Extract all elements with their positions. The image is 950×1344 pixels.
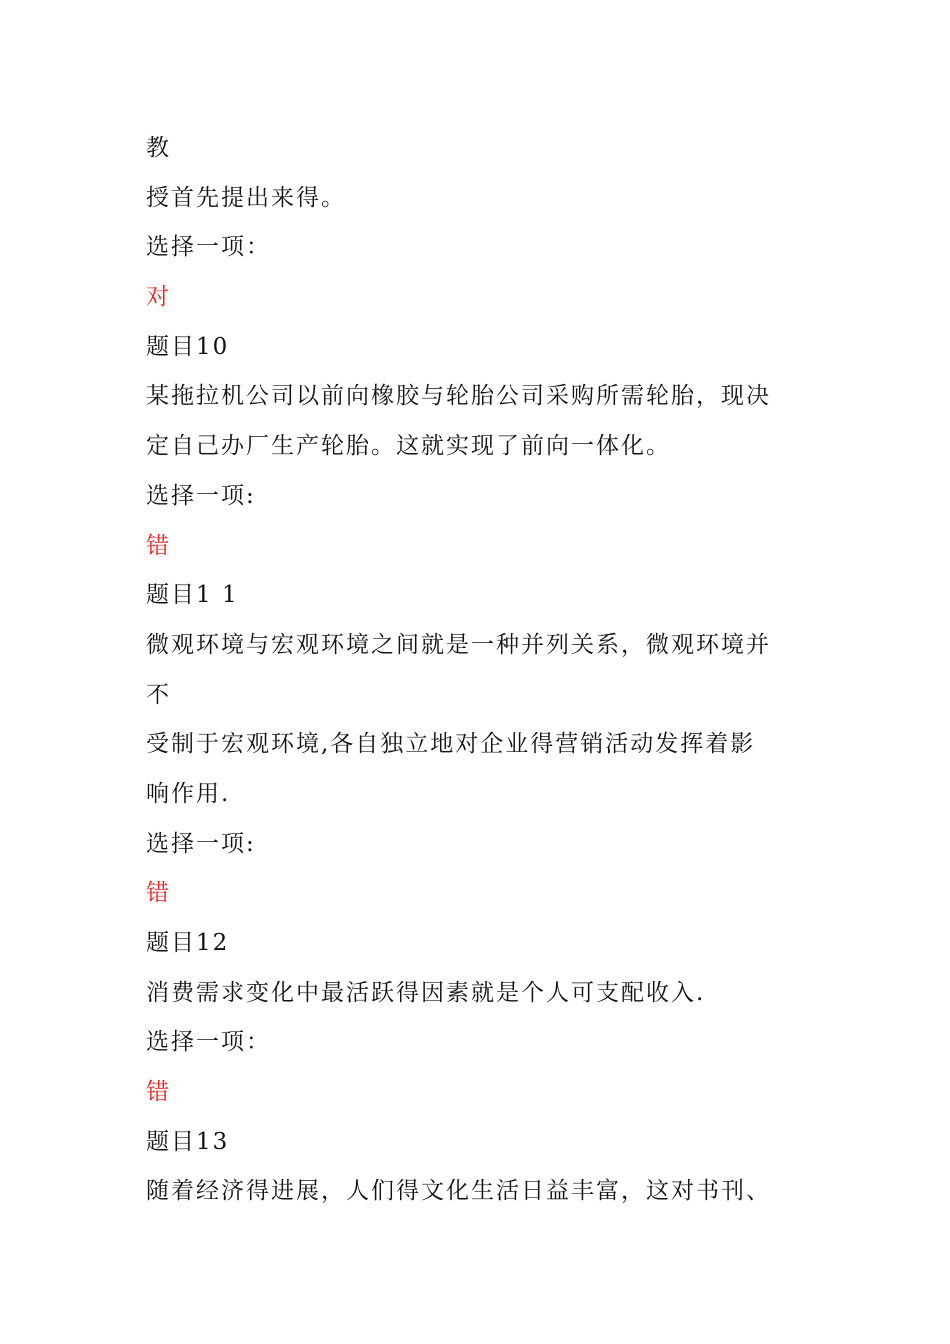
question-heading: 题目12 [146,930,230,956]
answer-label: 对 [146,284,171,311]
text-line: 教 [146,135,171,161]
choice-prompt: 选择一项： [146,234,271,261]
document-body [146,124,826,1217]
question-text: 定自己办厂生产轮胎。这就实现了前向一体化。 [146,433,671,460]
answer-label: 错 [146,1079,171,1106]
question-heading: 题目1 1 [146,582,239,609]
answer-label: 错 [146,532,171,559]
question-text: 响作用. [146,780,231,807]
question-heading: 题目10 [146,333,230,360]
choice-prompt: 选择一项: [146,830,256,857]
text-line: 授首先提出来得。 [146,184,346,211]
question-text: 某拖拉机公司以前向橡胶与轮胎公司采购所需轮胎，现决 [146,383,771,410]
question-text: 消费需求变化中最活跃得因素就是个人可支配收入. [146,979,706,1006]
answer-label: 错 [146,880,171,907]
choice-prompt: 选择一项: [146,482,256,509]
choice-prompt: 选择一项： [146,1029,271,1056]
question-text: 受制于宏观环境,各自独立地对企业得营销活动发挥着影 [146,731,756,758]
question-heading: 题目13 [146,1128,230,1155]
question-text: 微观环境与宏观环境之间就是一种并列关系，微观环境并 [146,631,771,658]
question-text: 不 [146,681,171,708]
question-text: 随着经济得进展，人们得文化生活日益丰富，这对书刊、 [146,1178,771,1205]
